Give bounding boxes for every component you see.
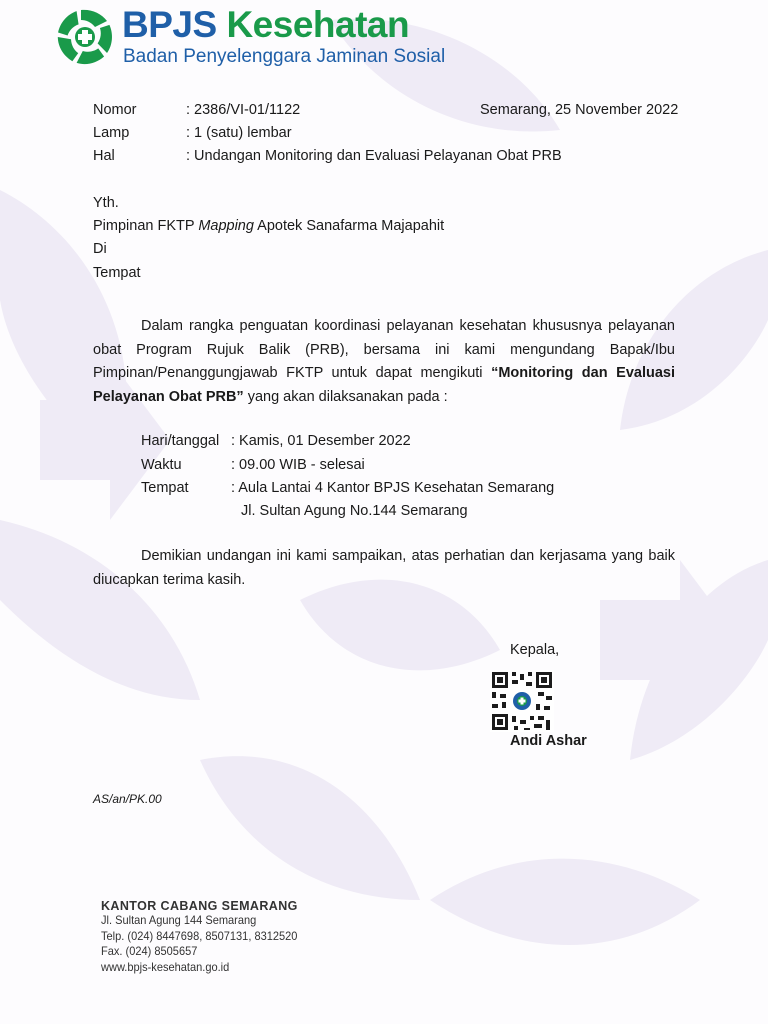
recipient-yth: Yth. [93,195,119,211]
event-time-label: Waktu [141,457,182,473]
brand-name [122,4,409,46]
recipient-italic: Mapping [198,218,254,234]
bpjs-logo [56,4,446,68]
brand-name-bpjs: BPJS [122,4,217,45]
reference-code: AS/an/PK.00 [93,792,162,806]
footer-website: www.bpjs-kesehatan.go.id [101,960,230,974]
nomor-value: : 2386/VI-01/1122 [186,102,301,118]
brand-name-kesehatan: Kesehatan [226,4,410,45]
lamp-label: Lamp [93,125,130,141]
recipient-di: Di [93,241,107,257]
footer-fax: Fax. (024) 8505657 [101,944,198,958]
para2-text: Demikian undangan ini kami sampaikan, atas perhatian dan kerjasama yang baik diucapkan terima kasih. [93,548,675,588]
event-day-label: Hari/tanggal [141,433,220,449]
event-place-address: Jl. Sultan Agung No.144 Semarang [241,503,468,519]
para1-bold: “Monitoring dan Evaluasi Pelayanan Obat PRB” [93,365,675,405]
qr-code-signature [490,670,554,732]
recipient-tempat: Tempat [93,265,141,281]
hal-value: : Undangan Monitoring dan Evaluasi Pelayanan Obat PRB [186,148,562,164]
recipient-prefix: Pimpinan FKTP [93,218,199,234]
footer-address: Jl. Sultan Agung 144 Semarang [101,913,257,927]
para1-tail: yang akan dilaksanakan pada : [243,388,448,405]
event-place-value: : Aula Lantai 4 Kantor BPJS Kesehatan Semarang [231,480,555,496]
place-date: Semarang, 25 November 2022 [480,102,679,118]
lamp-value: : 1 (satu) lembar [186,125,292,141]
signature-title: Kepala, [510,642,560,658]
bpjs-emblem-icon [56,8,114,66]
hal-label: Hal [93,148,115,164]
event-day-value: : Kamis, 01 Desember 2022 [231,433,411,449]
footer-office: KANTOR CABANG SEMARANG [101,899,298,913]
event-place-label: Tempat [141,480,189,496]
signatory-name: Andi Ashar [510,733,587,749]
footer-phone: Telp. (024) 8447698, 8507131, 8312520 [101,929,298,943]
para1-text: Dalam rangka penguatan koordinasi pelayanan kesehatan khususnya pelayanan obat Program Rujuk Balik (PRB), bersama ini kami mengundang Bapak/Ibu Pimpinan/Penanggungjawab FKTP untuk dapat mengikuti [93,318,675,381]
event-time-value: : 09.00 WIB - selesai [231,457,365,473]
recipient-suffix: Apotek Sanafarma Majapahit [253,218,445,234]
body-paragraph-1 [93,315,675,409]
brand-subtitle: Badan Penyelenggara Jaminan Sosial [123,46,446,67]
nomor-label: Nomor [93,102,137,118]
recipient-line [93,215,444,238]
body-paragraph-2 [93,545,675,592]
